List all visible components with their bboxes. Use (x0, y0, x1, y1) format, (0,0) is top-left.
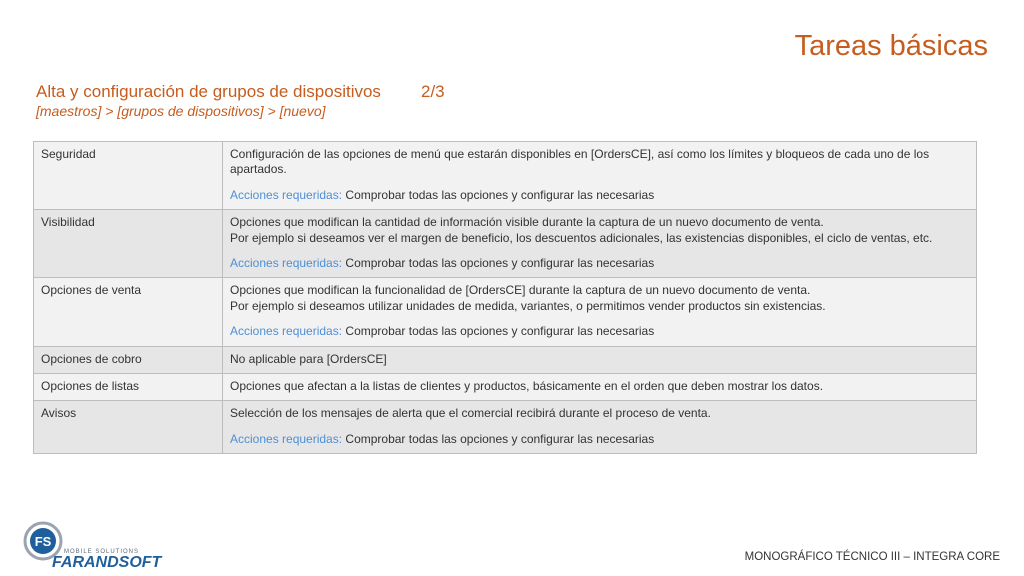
row-description (223, 142, 977, 210)
row-label: Visibilidad (34, 210, 223, 278)
description-line: Configuración de las opciones de menú que estarán disponibles en [OrdersCE], así como los límites y bloqueos de cada uno de los apartados. (230, 147, 930, 177)
description-line: Opciones que modifican la cantidad de información visible durante la captura de un nuevo documento de venta. (230, 215, 824, 230)
logo-brand: FARANDSOFT (52, 554, 162, 570)
row-label: Opciones de cobro (34, 346, 223, 373)
logo-tagline: MOBILE SOLUTIONS (64, 549, 140, 555)
page-indicator: 2/3 (421, 82, 445, 101)
required-actions (230, 188, 969, 203)
description-line: Selección de los mensajes de alerta que el comercial recibirá durante el proceso de venta. (230, 406, 711, 421)
description-line: Por ejemplo si deseamos utilizar unidades de medida, variantes, o permitimos vender productos sin existencias. (230, 298, 826, 313)
section-subtitle (36, 82, 445, 102)
table-row (34, 401, 977, 454)
table-row (34, 210, 977, 278)
description-line: Opciones que afectan a la listas de clientes y productos, básicamente en el orden que deben mostrar los datos. (230, 379, 824, 394)
required-actions (230, 432, 969, 447)
row-label: Avisos (34, 401, 223, 454)
table-row (34, 346, 977, 373)
row-label: Opciones de venta (34, 278, 223, 346)
row-description (223, 278, 977, 346)
required-actions-label: Acciones requeridas: (230, 431, 343, 446)
required-actions-text: Comprobar todas las opciones y configurar las necesarias (342, 324, 655, 339)
settings-table (33, 141, 977, 454)
description-line: No aplicable para [OrdersCE] (230, 351, 387, 366)
subtitle-text: Alta y configuración de grupos de dispositivos (36, 82, 381, 101)
logo-badge-text: FS (34, 534, 52, 549)
farandsoft-logo (22, 520, 222, 570)
required-actions-text: Comprobar todas las opciones y configurar las necesarias (342, 187, 655, 202)
page-title: Tareas básicas (794, 30, 988, 62)
row-description (223, 346, 977, 373)
row-description (223, 374, 977, 401)
required-actions-label: Acciones requeridas: (230, 187, 343, 202)
row-description (223, 210, 977, 278)
required-actions-label: Acciones requeridas: (230, 256, 343, 271)
table-row (34, 142, 977, 210)
description-line: Por ejemplo si deseamos ver el margen de beneficio, los descuentos adicionales, las existencias disponibles, el ciclo de ventas, etc. (230, 230, 933, 245)
required-actions-text: Comprobar todas las opciones y configurar las necesarias (342, 256, 655, 271)
row-label: Seguridad (34, 142, 223, 210)
breadcrumb: [maestros] > [grupos de dispositivos] > [nuevo] (36, 103, 326, 119)
footer-text: MONOGRÁFICO TÉCNICO III – INTEGRA CORE (744, 551, 1000, 563)
table-row (34, 278, 977, 346)
row-label: Opciones de listas (34, 374, 223, 401)
row-description (223, 401, 977, 454)
table-row (34, 374, 977, 401)
required-actions-text: Comprobar todas las opciones y configurar las necesarias (342, 431, 655, 446)
required-actions-label: Acciones requeridas: (230, 324, 343, 339)
required-actions (230, 256, 969, 271)
description-line: Opciones que modifican la funcionalidad de [OrdersCE] durante la captura de un nuevo documento de venta. (230, 283, 811, 298)
required-actions (230, 324, 969, 339)
